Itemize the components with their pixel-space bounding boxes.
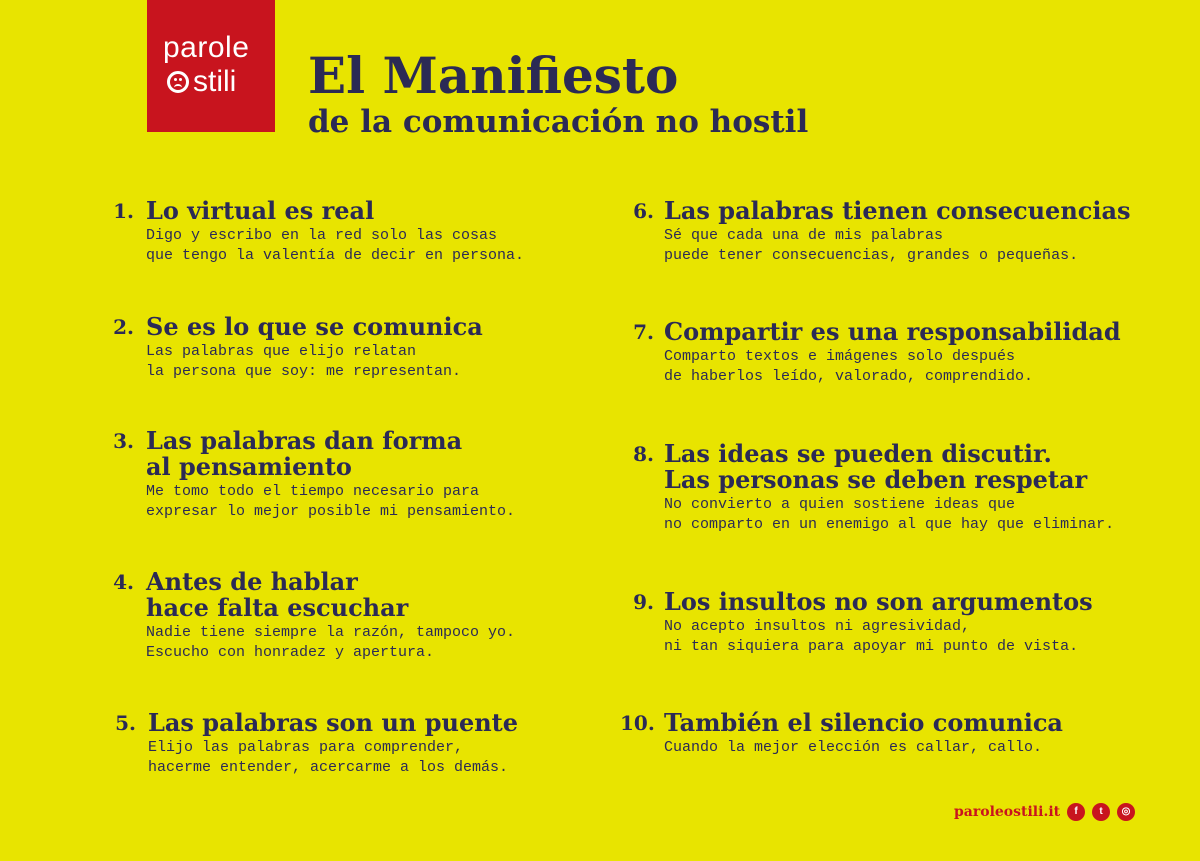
manifesto-item-8 [633, 439, 1115, 535]
item-body: Nadie tiene siempre la razón, tampoco yo. Escucho con honradez y apertura. [146, 624, 516, 661]
manifesto-item-5 [115, 708, 519, 778]
item-heading: Las palabras dan forma al pensamiento [146, 426, 463, 481]
page-subtitle: de la comunicación no hostil [308, 104, 809, 140]
item-body: No convierto a quien sostiene ideas que no comparto en un enemigo al que hay que eliminar. [664, 496, 1115, 533]
item-heading: Compartir es una responsabilidad [664, 317, 1121, 346]
logo-line2-text: stili [193, 65, 237, 98]
item-heading: Las palabras tienen consecuencias [664, 196, 1131, 225]
item-heading: Antes de hablar hace falta escuchar [146, 567, 409, 622]
item-body: No acepto insultos ni agresividad, ni tan siquiera para apoyar mi punto de vista. [664, 618, 1079, 655]
item-number: 10. [620, 711, 655, 735]
manifesto-item-2 [113, 312, 483, 382]
item-number: 9. [633, 590, 654, 614]
paroleostili-logo [147, 0, 275, 132]
item-heading: Lo virtual es real [146, 196, 375, 225]
manifesto-item-10 [620, 708, 1063, 758]
item-number: 7. [633, 320, 654, 344]
item-heading: Se es lo que se comunica [146, 312, 483, 341]
twitter-icon[interactable]: t [1092, 803, 1110, 821]
item-number: 3. [113, 429, 134, 453]
website-link[interactable]: paroleostili.it [954, 804, 1061, 820]
item-number: 1. [113, 199, 134, 223]
item-body: Digo y escribo en la red solo las cosas que tengo la valentía de decir en persona. [146, 227, 525, 264]
item-heading: Las ideas se pueden discutir. Las personas se deben respetar [664, 439, 1088, 494]
page-title: El Manifiesto [308, 46, 679, 105]
item-body: Me tomo todo el tiempo necesario para expresar lo mejor posible mi pensamiento. [146, 483, 516, 520]
item-heading: También el silencio comunica [664, 708, 1063, 737]
item-heading: Los insultos no son argumentos [664, 587, 1093, 616]
item-body: Las palabras que elijo relatan la persona que soy: me representan. [146, 343, 462, 380]
manifesto-item-3 [113, 426, 516, 522]
item-number: 4. [113, 570, 134, 594]
item-body: Sé que cada una de mis palabras puede tener consecuencias, grandes o pequeñas. [664, 227, 1079, 264]
item-number: 2. [113, 315, 134, 339]
manifesto-item-1 [113, 196, 525, 266]
logo-line1: parole [163, 31, 250, 64]
manifesto-item-6 [633, 196, 1131, 266]
item-number: 6. [633, 199, 654, 223]
sad-face-icon [167, 71, 189, 93]
manifesto-item-7 [633, 317, 1121, 387]
facebook-icon[interactable]: f [1067, 803, 1085, 821]
item-body: Cuando la mejor elección es callar, callo. [664, 739, 1043, 756]
item-body: Elijo las palabras para comprender, hacerme entender, acercarme a los demás. [148, 739, 509, 776]
item-body: Comparto textos e imágenes solo después de haberlos leído, valorado, comprendido. [664, 348, 1034, 385]
logo-line2 [167, 66, 236, 98]
item-number: 8. [633, 442, 654, 466]
manifesto-item-4 [113, 567, 516, 663]
item-heading: Las palabras son un puente [148, 708, 519, 737]
item-number: 5. [115, 711, 136, 735]
instagram-icon[interactable]: ◎ [1117, 803, 1135, 821]
manifesto-item-9 [633, 587, 1093, 657]
